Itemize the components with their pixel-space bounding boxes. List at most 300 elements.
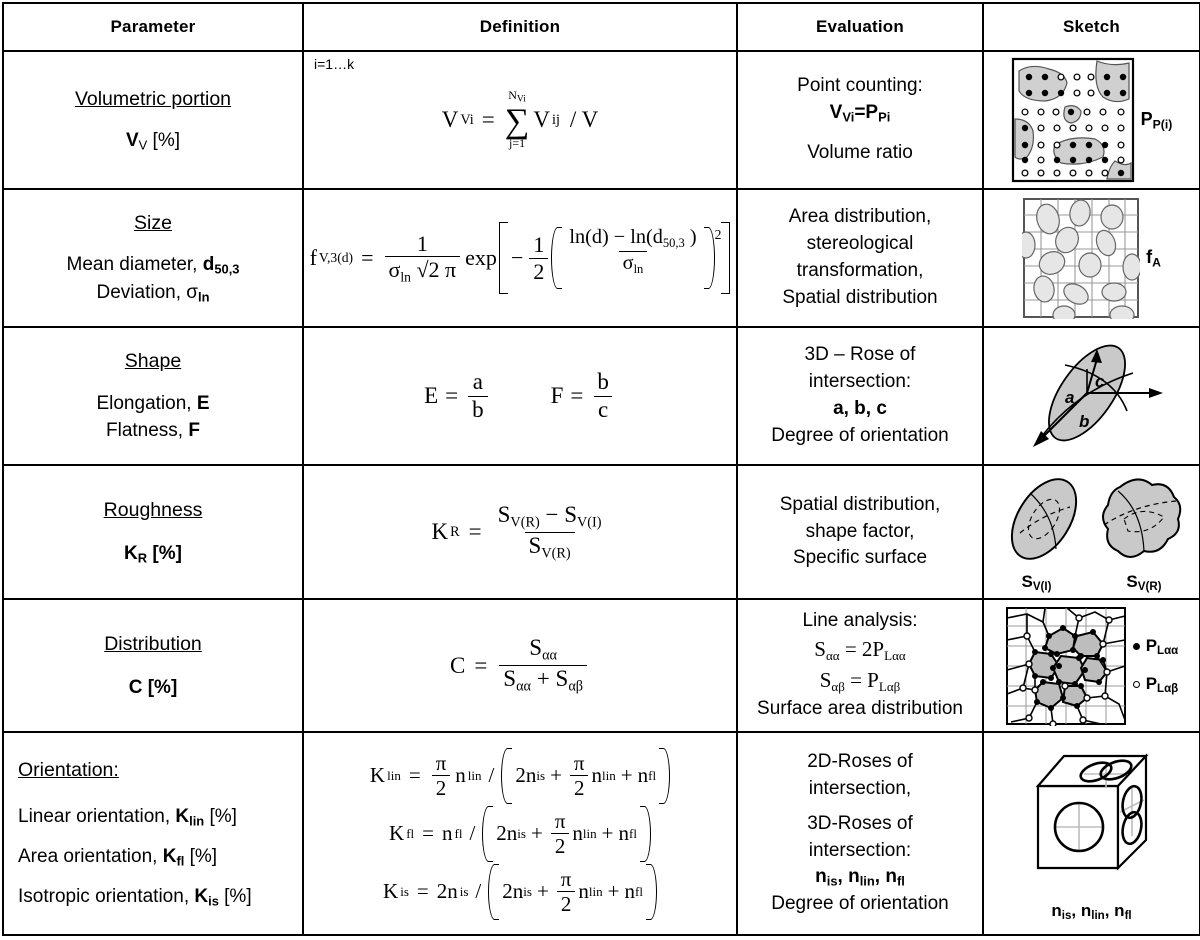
eq0-paren-body	[512, 748, 659, 804]
cap-a-sub: is	[1061, 910, 1072, 923]
ln-minus: −	[613, 226, 626, 248]
eval-spacer	[738, 803, 982, 811]
eq1-paren-group	[482, 806, 651, 862]
eval-line-4: Degree of orientation	[771, 424, 949, 446]
eq1-pi-half	[551, 810, 570, 857]
legend-0-sub: Lαα	[1157, 645, 1179, 658]
parameter-title: Roughness	[103, 498, 203, 521]
eq0-pf-num: π	[573, 750, 585, 775]
num-svr: S	[497, 501, 511, 527]
evaluation-cell-volumetric	[737, 51, 983, 189]
formula-term: V	[533, 107, 550, 132]
sketch-cell-volumetric	[983, 51, 1200, 189]
eq1-p2-sub: lin	[582, 825, 597, 841]
point-counting-grid-icon	[1011, 57, 1135, 183]
formula-divisor: / V	[569, 107, 599, 132]
eq0-pf-den: 2	[570, 775, 589, 799]
eval-eq-2pl: = 2P	[844, 636, 885, 661]
eq2-pf-num: π	[560, 866, 572, 891]
cap-b: n	[1080, 901, 1092, 921]
axis-label-b: b	[1078, 412, 1089, 431]
area-unit: [%]	[184, 846, 218, 868]
stereology-parameter-table	[2, 2, 1200, 936]
parameter-symbol	[4, 540, 302, 568]
half-den: 2	[529, 258, 548, 283]
sigma-symbol: σ	[388, 256, 401, 282]
f-lhs: f	[309, 245, 317, 270]
sketch-cell-shape	[983, 327, 1200, 465]
table-row-size	[3, 189, 1200, 327]
mean-diameter-symbol: d	[202, 253, 215, 275]
eq2-equals: =	[416, 879, 429, 903]
den-plus: +	[536, 666, 550, 691]
definition-cell-roughness	[303, 465, 737, 599]
eq0-lhs: K	[369, 763, 386, 787]
evaluation-cell-shape	[737, 327, 983, 465]
linear-label: Linear orientation,	[18, 806, 176, 828]
caption-right-sub: V(R)	[1137, 581, 1162, 594]
caption-right-main: S	[1126, 571, 1138, 591]
paren-left	[551, 227, 562, 289]
sketch-cell-roughness	[983, 465, 1200, 599]
legend-1-main: P	[1145, 673, 1158, 693]
parameter-title: Size	[134, 211, 172, 234]
distribution-num	[525, 636, 561, 665]
eq1-paren-body	[493, 806, 640, 862]
eq1-p3: n	[618, 821, 630, 845]
eq2-lhs-sub: is	[400, 883, 409, 899]
eval-eq-pl: = P	[850, 667, 879, 692]
eval-n1-sub: is	[826, 874, 838, 890]
eq0-lhs-sub: lin	[387, 767, 401, 783]
eq0-p3: n	[637, 763, 649, 787]
ratio-sigma-sub: ln	[633, 262, 644, 277]
caption-svi	[1021, 572, 1051, 593]
eq2-lhs: K	[383, 879, 399, 903]
deviation-label: Deviation,	[96, 282, 187, 304]
elongation-label: Elongation,	[96, 392, 197, 414]
eq2-p1-sub: is	[523, 883, 532, 899]
eval-line-5	[738, 864, 982, 891]
eval-n2: , n	[837, 866, 860, 888]
den-s2: S	[555, 666, 569, 691]
fraction-a-over-b	[468, 370, 488, 421]
equation-elongation: E = $\frac{a}{b}$	[424, 370, 491, 421]
formula-lhs-sub: Vi	[460, 111, 474, 128]
cap-c: n	[1114, 901, 1125, 921]
den-s1-sub: αα	[516, 678, 532, 695]
half-num: 1	[533, 232, 545, 258]
symbol-sub: R	[137, 550, 148, 566]
eval-line-2	[738, 635, 982, 666]
isotropic-label: Isotropic orientation,	[18, 885, 195, 907]
sketch-wrap-size	[984, 197, 1199, 319]
eq0-p3-sub: fl	[648, 767, 657, 783]
eval-line-3: transformation,	[796, 260, 924, 281]
prefactor-num: 1	[416, 230, 428, 256]
eval-line-2: intersection:	[808, 371, 912, 393]
eq0-n: n	[455, 763, 466, 787]
definition-cell-size	[303, 189, 737, 327]
eq2-paren-group	[488, 864, 657, 920]
filled-dot-icon	[1133, 643, 1140, 650]
index-note: i=1…k	[314, 56, 355, 72]
sketch-wrap-volumetric	[984, 57, 1199, 183]
legend-item-0	[1133, 636, 1179, 657]
parameter-cell-roughness	[3, 465, 303, 599]
num-svi: S	[564, 501, 577, 527]
eq2-p3-sub: fl	[635, 883, 643, 899]
eval-pl-aa-sub: Lαα	[884, 648, 906, 664]
formula-shape	[424, 370, 616, 421]
evaluation-cell-distribution	[737, 599, 983, 732]
parameter-symbol	[4, 127, 302, 155]
table-row-distribution	[3, 599, 1200, 732]
eq2-n: 2n	[436, 879, 458, 903]
eval-line-3: 3D-Roses of	[807, 812, 913, 834]
eq0-p2-sub: lin	[602, 767, 616, 783]
formula-equals: =	[481, 107, 495, 132]
eval-line-3: a, b, c	[833, 398, 887, 419]
eval-sub-pi: Pi	[878, 109, 891, 125]
squared-exponent: 2	[714, 227, 722, 242]
eq0-two: 2	[432, 775, 451, 799]
eval-s-aa: S	[814, 636, 826, 661]
sketch-cell-distribution	[983, 599, 1200, 732]
formula-volumetric	[441, 87, 599, 151]
summation-operator	[504, 87, 530, 151]
num-minus: −	[545, 501, 559, 527]
frac-den-b: b	[468, 396, 488, 422]
sketch-cell-orientation	[983, 732, 1200, 935]
eval-n2-sub: lin	[859, 874, 875, 890]
formula-distribution	[450, 636, 590, 694]
C-equals: =	[474, 652, 488, 678]
f-lhs-sub: V,3(d)	[318, 250, 354, 265]
ln-d: ln(d)	[569, 226, 609, 248]
ratio-sigma: σ	[622, 252, 634, 275]
den-svr: S	[528, 532, 542, 558]
legend-text-1	[1146, 674, 1179, 695]
log-ratio-den	[619, 251, 648, 276]
sum-upper-n: N	[508, 87, 517, 102]
eq2-p1: 2n	[502, 879, 524, 903]
ln-d503: ln(d	[630, 226, 663, 248]
legend-1-sub: Lαβ	[1157, 682, 1179, 695]
num-s-sub: αα	[542, 648, 558, 665]
eq0-paren-left	[501, 748, 512, 804]
eval-n3: , n	[874, 866, 897, 888]
roughness-num	[494, 503, 606, 532]
sketch-label-pp	[1141, 109, 1173, 131]
flatness-symbol: F	[188, 420, 200, 442]
area-label: Area orientation,	[18, 846, 163, 868]
isotropic-symbol: K	[194, 885, 209, 907]
symbol-sub: V	[138, 137, 148, 153]
definition-cell-shape	[303, 327, 737, 465]
eval-s-aa-sub: αα	[825, 648, 840, 664]
isotropic-sub: is	[208, 893, 219, 909]
linear-sub: lin	[189, 813, 205, 829]
eq0-pi: π	[435, 750, 447, 775]
symbol-main: K	[124, 542, 138, 564]
eq1-equals: =	[422, 821, 434, 845]
eval-line-1: 3D – Rose of	[804, 344, 916, 366]
eq1-p1-sub: is	[517, 825, 526, 841]
eq2-pf-den: 2	[557, 891, 576, 915]
frac-num-a: a	[472, 369, 483, 395]
isotropic-unit: [%]	[218, 885, 252, 907]
frac-num-b: b	[597, 369, 609, 395]
distribution-fraction	[499, 636, 587, 694]
eval-n1: n	[815, 866, 827, 888]
sketch-label-fa	[1146, 247, 1161, 269]
sketch-wrap-distribution	[984, 606, 1199, 726]
F-lhs: F	[550, 383, 564, 408]
eval-sub-vi: Vi	[842, 109, 855, 125]
eval-line-2: shape factor,	[805, 520, 915, 542]
paren-right	[704, 227, 715, 289]
eval-line-4: Surface area distribution	[757, 698, 963, 720]
parameter-cell-distribution	[3, 599, 303, 732]
cube-roses-icon	[1012, 744, 1172, 894]
parameter-line-1	[4, 251, 302, 279]
eval-s-ab-sub: αβ	[831, 678, 845, 694]
eq1-math	[389, 806, 651, 862]
eq2-slash: /	[475, 879, 482, 903]
eval-line-1: Point counting:	[797, 74, 923, 96]
evaluation-cell-size	[737, 189, 983, 327]
sketch-cell-size	[983, 189, 1200, 327]
roughness-fraction	[494, 503, 606, 561]
sketch-label-main: P	[1140, 108, 1153, 129]
cap-a: n	[1051, 901, 1062, 921]
sketch-label-sub: A	[1152, 255, 1161, 270]
bracket-group	[499, 222, 730, 294]
axis-label-a: a	[1064, 388, 1074, 407]
eq0-p1-sub: is	[536, 767, 546, 783]
eq0-plus1: +	[550, 763, 562, 787]
exp-operator: exp	[465, 245, 497, 270]
eq2-paren-right	[646, 864, 657, 920]
parameter-line-2	[4, 417, 302, 445]
num-svr-sub: V(R)	[510, 514, 540, 531]
equation-flatness: F = $\frac{b}{c}$	[551, 370, 616, 421]
parameter-line-1	[4, 390, 302, 418]
definition-cell-orientation	[303, 732, 737, 935]
ln-d503-sub: 50,3	[662, 236, 685, 250]
eq0-paren-right	[659, 748, 670, 804]
prefactor-den	[385, 256, 461, 285]
parameter-cell-volumetric	[3, 51, 303, 189]
eq1-p3-sub: fl	[629, 825, 637, 841]
eval-line-1: Line analysis:	[802, 609, 918, 631]
eq0-equals: =	[408, 763, 421, 787]
sigma-glyph: ∑	[504, 101, 530, 140]
symbol-unit: [%]	[147, 129, 181, 151]
mean-diameter-sub: 50,3	[214, 261, 240, 277]
eval-line-4: intersection:	[808, 839, 912, 861]
table-row-roughness	[3, 465, 1200, 599]
eval-line-3: Specific surface	[792, 547, 928, 569]
eq2-paren-left	[488, 864, 499, 920]
area-sub: fl	[176, 853, 185, 869]
parameter-cell-size	[3, 189, 303, 327]
eq1-n-sub: fl	[454, 825, 463, 841]
prefactor-fraction	[385, 232, 461, 285]
formula-roughness	[431, 503, 608, 561]
log-ratio-fraction	[565, 227, 700, 289]
parameter-title: Shape	[124, 350, 182, 373]
eq1-pf-num: π	[554, 808, 566, 833]
table-header-row	[3, 3, 1200, 51]
eval-pl-ab-sub: Lαβ	[878, 678, 901, 694]
eq2-pi-half	[557, 868, 576, 915]
orientation-line-0	[18, 797, 302, 837]
eval-line-3: Volume ratio	[807, 142, 913, 164]
orientation-line-2	[18, 877, 302, 917]
eq1-plus1: +	[530, 821, 543, 845]
eval-eq-p: =P	[854, 101, 879, 123]
K-lhs-sub: R	[450, 523, 460, 540]
symbol-main: V	[125, 129, 139, 151]
eval-line-6: Degree of orientation	[771, 893, 949, 915]
eq1-p2: n	[572, 821, 583, 845]
deviation-symbol: σ	[186, 282, 199, 304]
formula-term-sub: ij	[551, 111, 560, 128]
ln-close: )	[684, 226, 697, 248]
one-half-fraction	[529, 233, 548, 282]
eq1-n: n	[441, 821, 453, 845]
eq1-plus2: +	[601, 821, 614, 845]
den-svr-sub: V(R)	[541, 545, 571, 562]
table-row-volumetric-portion	[3, 51, 1200, 189]
formula-size	[310, 222, 731, 294]
legend-item-1	[1133, 674, 1179, 695]
header-parameter: Parameter	[3, 3, 303, 51]
f-equals: =	[361, 245, 374, 270]
mean-diameter-label: Mean diameter,	[66, 253, 203, 275]
caption-left-main: S	[1021, 571, 1033, 591]
flatness-label: Flatness,	[106, 420, 189, 442]
inner-minus: −	[510, 245, 524, 270]
num-s: S	[529, 635, 543, 661]
formula-lhs: V	[441, 107, 459, 132]
parameter-cell-orientation	[3, 732, 303, 935]
eq1-lhs: K	[389, 821, 405, 845]
num-svi-sub: V(I)	[576, 514, 602, 531]
eq1-slash: /	[469, 821, 476, 845]
eq2-math	[383, 864, 657, 920]
frac-den-c: c	[594, 396, 612, 422]
eval-line-2: stereological	[806, 233, 914, 255]
elongation-symbol: E	[196, 392, 210, 414]
axis-label-c: c	[1094, 372, 1104, 391]
symbol-main: C	[128, 676, 143, 698]
eq1-p1: 2n	[496, 821, 518, 845]
bracket-left	[499, 222, 508, 294]
eval-s-ab: S	[819, 667, 832, 692]
symbol-unit: [%]	[147, 542, 182, 564]
den-s2-sub: αβ	[568, 678, 584, 695]
eq1-paren-left	[482, 806, 493, 862]
eq0-p2: n	[591, 763, 603, 787]
sum-lower-limit: j=1	[509, 136, 526, 151]
eq0-n-sub: lin	[467, 767, 482, 783]
parameter-title: Distribution	[104, 632, 202, 655]
definition-cell-volumetric	[303, 51, 737, 189]
eq2-p2-sub: lin	[588, 883, 603, 899]
sketch-caption-orientation: nis, nlin, nfl	[1051, 901, 1132, 923]
orientation-equation-0	[304, 748, 736, 804]
paren-group	[551, 227, 721, 289]
orientation-equation-2	[304, 864, 736, 920]
roughness-den	[525, 532, 575, 562]
eval-line-2	[738, 100, 982, 127]
C-lhs: C	[449, 652, 466, 678]
log-ratio-num	[565, 227, 700, 251]
eq0-pi-half-2	[570, 752, 589, 799]
eval-line-4: Spatial distribution	[782, 286, 938, 308]
eval-line-3	[738, 666, 982, 697]
parameter-cell-shape	[3, 327, 303, 465]
sketch-label-sub: P(i)	[1152, 117, 1173, 132]
evaluation-cell-roughness	[737, 465, 983, 599]
parameter-line-2	[4, 279, 302, 307]
header-definition: Definition	[303, 3, 737, 51]
header-evaluation: Evaluation	[737, 3, 983, 51]
eval-line-2: intersection,	[808, 777, 912, 799]
open-dot-icon	[1133, 681, 1140, 688]
eval-line-1: 2D-Roses of	[807, 750, 913, 772]
evaluation-cell-orientation	[737, 732, 983, 935]
grid-with-ellipses-icon	[1022, 197, 1140, 319]
ellipsoid-axes-icon	[1007, 331, 1177, 456]
two-particles-icon	[992, 471, 1192, 569]
sketch-captions-roughness	[984, 570, 1199, 593]
header-sketch: Sketch	[983, 3, 1200, 51]
sigma-sub: ln	[400, 269, 411, 285]
parameter-title: Orientation:	[18, 759, 119, 782]
caption-left-sub: V(I)	[1032, 581, 1052, 594]
eq0-slash: /	[488, 763, 495, 787]
fraction-b-over-c	[593, 370, 613, 421]
caption-svr	[1126, 572, 1161, 593]
voronoi-grains-icon	[1005, 606, 1127, 726]
parameter-title: Volumetric portion	[74, 87, 232, 110]
cap-c-sub: fl	[1124, 910, 1132, 923]
deviation-sub: ln	[198, 289, 210, 305]
eq0-pi-half	[432, 752, 451, 799]
area-symbol: K	[162, 846, 177, 868]
sketch-label-main: f	[1146, 246, 1153, 267]
legend-text-0	[1146, 636, 1179, 657]
eq2-plus2: +	[607, 879, 620, 903]
symbol-unit: [%]	[142, 676, 178, 698]
eq0-plus2: +	[620, 763, 633, 787]
table-row-shape	[3, 327, 1200, 465]
table-row-orientation	[3, 732, 1200, 935]
sketch-legend-distribution	[1133, 636, 1179, 694]
orientation-line-1	[18, 837, 302, 877]
eq2-n-sub: is	[459, 883, 469, 899]
sqrt-2pi: √2 π	[416, 256, 457, 282]
parameter-symbol	[4, 674, 302, 702]
eq1-lhs-sub: fl	[406, 825, 415, 841]
den-s1: S	[503, 666, 517, 691]
eq2-paren-body	[499, 864, 646, 920]
definition-cell-distribution	[303, 599, 737, 732]
